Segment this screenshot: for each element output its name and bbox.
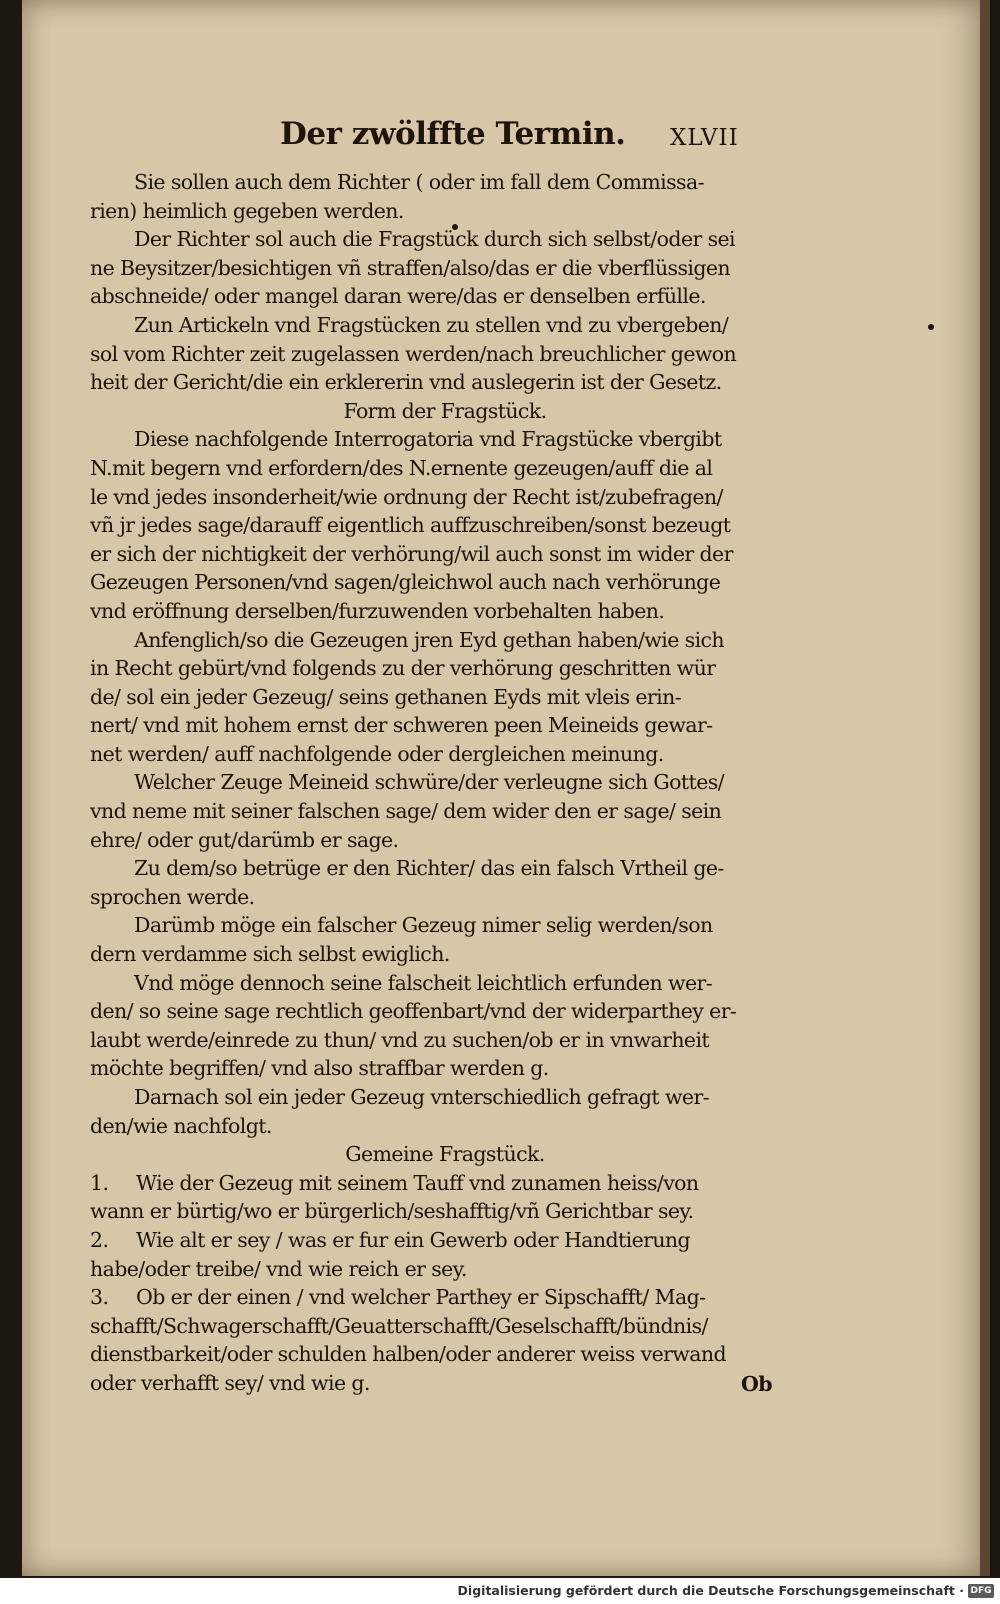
line-text: vnd neme mit seiner falschen sage/ dem wider den er sage/ sein — [90, 799, 722, 824]
text-line — [90, 1226, 780, 1255]
line-text: vñ jr jedes sage/darauff eigentlich auffzuschreiben/sonst bezeugt — [90, 513, 731, 538]
line-text: den/ so seine sage rechtlich geoffenbart/vnd der widerparthey er- — [90, 999, 737, 1024]
text-line — [90, 626, 780, 655]
text-line — [90, 1083, 780, 1112]
line-text: heit der Gericht/die ein erklererin vnd auslegerin ist der Gesetz. — [90, 370, 722, 395]
item-number: 1. — [90, 1170, 109, 1195]
line-text: habe/oder treibe/ vnd wie reich er sey. — [90, 1256, 467, 1281]
text-line — [90, 797, 780, 826]
line-text: Sie sollen auch dem Richter ( oder im fall dem Commissa- — [134, 170, 704, 194]
line-text: abschneide/ oder mangel daran were/das er denselben erfülle. — [90, 284, 706, 309]
line-text: laubt werde/einrede zu thun/ vnd zu suchen/ob er in vnwarheit — [90, 1027, 710, 1052]
text-line — [90, 940, 780, 969]
text-line — [90, 1026, 780, 1055]
running-title: Der zwölffte Termin. — [280, 116, 626, 152]
text-line — [90, 1140, 780, 1169]
line-text: Form der Fragstück. — [343, 398, 547, 423]
line-text: nert/ vnd mit hohem ernst der schweren peen Meineids gewar- — [90, 713, 713, 738]
line-text: er sich der nichtigkeit der verhörung/wil auch sonst im wider der — [90, 541, 733, 566]
text-line — [90, 768, 780, 797]
line-text: net werden/ auff nachfolgende oder dergleichen meinung. — [90, 741, 664, 766]
text-line — [90, 1312, 780, 1341]
text-line — [90, 340, 780, 369]
text-line — [90, 683, 780, 712]
folio-number: XLVII — [670, 125, 739, 151]
line-text: Zu dem/so betrüge er den Richter/ das ein falsch Vrtheil ge- — [134, 856, 724, 881]
line-text: sol vom Richter zeit zugelassen werden/nach breuchlicher gewon — [90, 341, 737, 366]
line-text: rien) heimlich gegeben werden. — [90, 198, 404, 223]
ink-speck — [928, 324, 934, 330]
text-line — [90, 911, 780, 940]
line-text: Wie der Gezeug mit seinem Tauff vnd zunamen heiss/von — [136, 1170, 699, 1195]
text-line — [90, 397, 780, 426]
text-line — [90, 597, 780, 626]
line-text: dern verdamme sich selbst ewiglich. — [90, 942, 450, 967]
line-text: wann er bürtig/wo er bürgerlich/seshafftig/vñ Gerichtbar sey. — [90, 1199, 694, 1224]
page-text — [90, 110, 780, 1398]
text-line — [90, 568, 780, 597]
line-text: in Recht gebürt/vnd folgends zu der verhörung geschritten wür — [90, 656, 716, 681]
line-text: le vnd jedes insonderheit/wie ordnung der Recht ist/zubefragen/ — [90, 484, 723, 509]
text-line — [90, 368, 780, 397]
text-line — [90, 254, 780, 283]
text-line — [90, 711, 780, 740]
line-text: Gemeine Fragstück. — [345, 1142, 545, 1167]
page-edge — [980, 0, 990, 1576]
text-body — [90, 168, 780, 1398]
line-text: Zun Artickeln vnd Fragstücken zu stellen vnd zu vbergeben/ — [134, 312, 729, 337]
text-line — [90, 425, 780, 454]
line-text: Wie alt er sey / was er fur ein Gewerb oder Handtierung — [136, 1227, 691, 1252]
text-line — [90, 1255, 780, 1284]
line-text: schafft/Schwagerschafft/Geuatterschafft/Geselschafft/bündnis/ — [90, 1313, 708, 1338]
line-text: Ob er der einen / vnd welcher Parthey er Sipschafft/ Mag- — [136, 1285, 706, 1310]
text-line — [90, 168, 780, 197]
line-text: de/ sol ein jeder Gezeug/ seins gethanen Eyds mit vleis erin- — [90, 684, 682, 709]
line-text: Darümb möge ein falscher Gezeug nimer selig werden/son — [134, 913, 713, 938]
line-text: Der Richter sol auch die Fragstück durch sich selbst/oder sei — [134, 227, 736, 252]
digitization-footer — [0, 1578, 1000, 1604]
line-text: ne Beysitzer/besichtigen vñ straffen/also/das er die vberflüssigen — [90, 255, 731, 280]
book-page — [22, 0, 990, 1576]
line-text: vnd eröffnung derselben/furzuwenden vorbehalten haben. — [90, 598, 665, 623]
dfg-logo: DFG — [968, 1584, 994, 1598]
text-line — [90, 225, 780, 254]
text-line — [90, 282, 780, 311]
line-text: möchte begriffen/ vnd also straffbar werden g. — [90, 1056, 549, 1081]
line-text: Darnach sol ein jeder Gezeug vnterschiedlich gefragt wer- — [134, 1085, 709, 1109]
item-number: 2. — [90, 1227, 109, 1252]
line-text: Diese nachfolgende Interrogatoria vnd Fragstücke vbergibt — [134, 427, 722, 452]
text-line — [90, 969, 780, 998]
line-text: Welcher Zeuge Meineid schwüre/der verleugne sich Gottes/ — [134, 770, 724, 795]
text-line — [90, 454, 780, 483]
text-line — [90, 1169, 780, 1198]
text-line — [90, 883, 780, 912]
text-line — [90, 1283, 780, 1312]
line-text: dienstbarkeit/oder schulden halben/oder anderer weiss verwand — [90, 1342, 727, 1367]
line-text: ehre/ oder gut/darümb er sage. — [90, 827, 399, 852]
text-line — [90, 854, 780, 883]
line-text: sprochen werde. — [90, 884, 255, 909]
text-line — [90, 1054, 780, 1083]
line-text: Gezeugen Personen/vnd sagen/gleichwol auch nach verhörunge — [90, 570, 721, 595]
text-line — [90, 540, 780, 569]
text-line — [90, 483, 780, 512]
text-line — [90, 1112, 780, 1141]
text-line — [90, 197, 780, 226]
text-line — [90, 997, 780, 1026]
line-text: oder verhafft sey/ vnd wie g. — [90, 1370, 370, 1395]
line-text: Vnd möge dennoch seine falscheit leichtlich erfunden wer- — [134, 970, 713, 995]
text-line — [90, 826, 780, 855]
line-text: N.mit begern vnd erfordern/des N.ernente gezeugen/auff die al — [90, 455, 713, 480]
text-line — [90, 1340, 780, 1369]
line-text: Anfenglich/so die Gezeugen jren Eyd gethan haben/wie sich — [134, 627, 725, 652]
line-text: den/wie nachfolgt. — [90, 1113, 272, 1138]
text-line — [90, 654, 780, 683]
item-number: 3. — [90, 1285, 109, 1310]
text-line — [90, 511, 780, 540]
catchword: Ob — [741, 1371, 772, 1396]
text-line — [90, 740, 780, 769]
text-line — [90, 311, 780, 340]
running-head — [90, 110, 780, 168]
text-line — [90, 1197, 780, 1226]
funding-credit: Digitalisierung gefördert durch die Deutsche Forschungsgemeinschaft · — [457, 1583, 964, 1598]
